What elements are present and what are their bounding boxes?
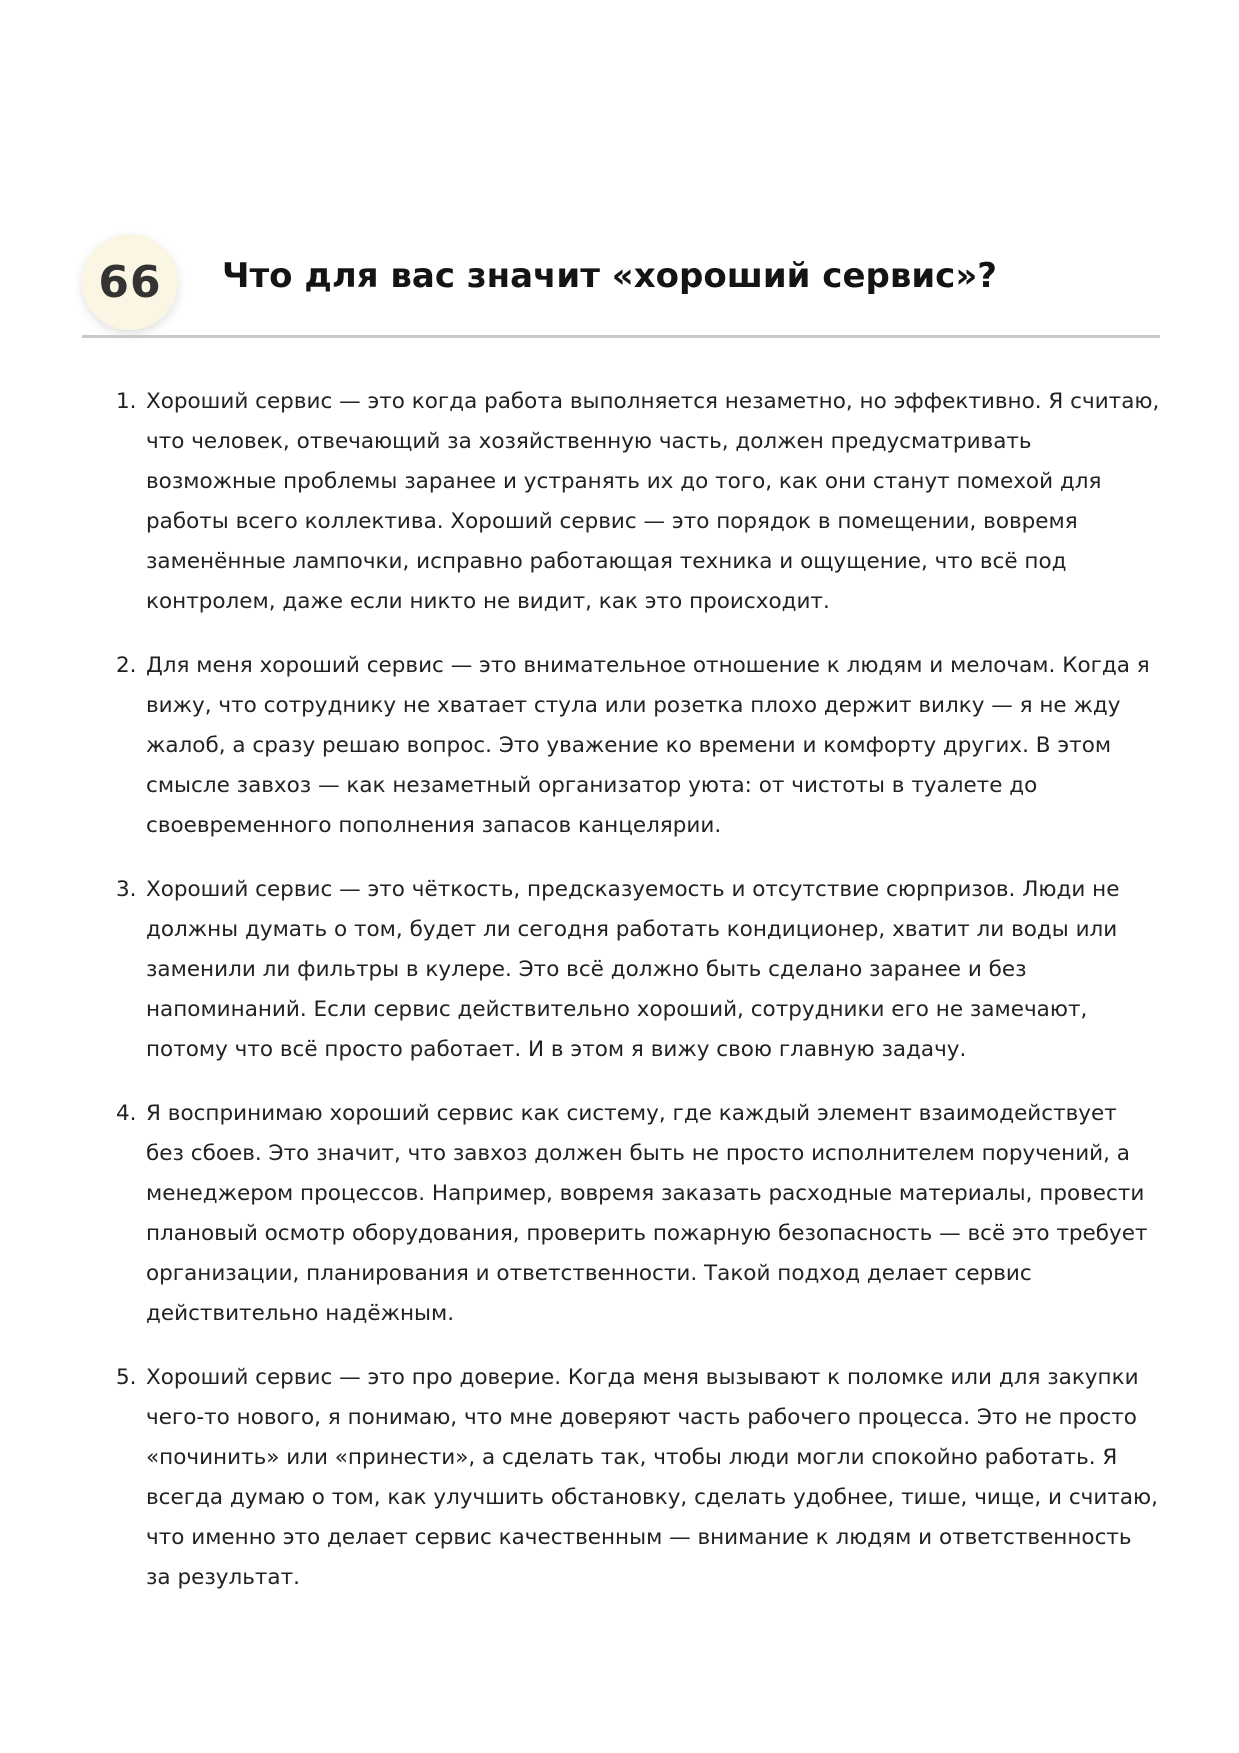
question-number: 66 [98,256,162,308]
list-item-text: Хороший сервис — это чёткость, предсказуемость и отсутствие сюрпризов. Люди не должны думать о том, будет ли сегодня работать кондиционер, хватит ли воды или заменили ли фильтры в кулере. Это всё должно быть сделано заранее и без напоминаний. Если сервис действительно хороший, сотрудники его не замечают, потому что всё просто работает. И в этом я вижу свою главную задачу. [146,877,1120,1062]
list-item-text: Хороший сервис — это про доверие. Когда меня вызывают к поломке или для закупки чего-то нового, я понимаю, что мне доверяют часть рабочего процесса. Это не просто «починить» или «принести», а сделать так, чтобы люди могли спокойно работать. Я всегда думаю о том, как улучшить обстановку, сделать удобнее, тише, чище, и считаю, что именно это делает сервис качественным — внимание к людям и ответственность за результат. [146,1365,1158,1590]
list-item-number: 1. [116,389,137,414]
list-item [116,646,1160,846]
list-item-text: Я воспринимаю хороший сервис как систему, где каждый элемент взаимодействует без сбоев. Это значит, что завхоз должен быть не просто исполнителем поручений, а менеджером процессов. Например, вовремя заказать расходные материалы, провести плановый осмотр оборудования, проверить пожарную безопасность — всё это требует организации, планирования и ответственности. Такой подход делает сервис действительно надёжным. [146,1101,1148,1326]
list-item [116,870,1160,1070]
list-item-text: Для меня хороший сервис — это внимательное отношение к людям и мелочам. Когда я вижу, что сотруднику не хватает стула или розетка плохо держит вилку — я не жду жалоб, а сразу решаю вопрос. Это уважение ко времени и комфорту других. В этом смысле завхоз — как незаметный организатор уюта: от чистоты в туалете до своевременного пополнения запасов канцелярии. [146,653,1150,838]
list-item-number: 5. [116,1365,137,1390]
question-number-badge [82,234,178,330]
list-item [116,1094,1160,1334]
answer-list [116,382,1160,1622]
header-divider [82,335,1160,338]
list-item [116,1358,1160,1598]
list-item-number: 2. [116,653,137,678]
list-item-text: Хороший сервис — это когда работа выполняется незаметно, но эффективно. Я считаю, что человек, отвечающий за хозяйственную часть, должен предусматривать возможные проблемы заранее и устранять их до того, как они станут помехой для работы всего коллектива. Хороший сервис — это порядок в помещении, вовремя заменённые лампочки, исправно работающая техника и ощущение, что всё под контролем, даже если никто не видит, как это происходит. [146,389,1160,614]
list-item-number: 3. [116,877,137,902]
list-item-number: 4. [116,1101,137,1126]
list-item [116,382,1160,622]
question-header [82,228,1160,338]
page-title: Что для вас значит «хороший сервис»? [222,256,998,296]
